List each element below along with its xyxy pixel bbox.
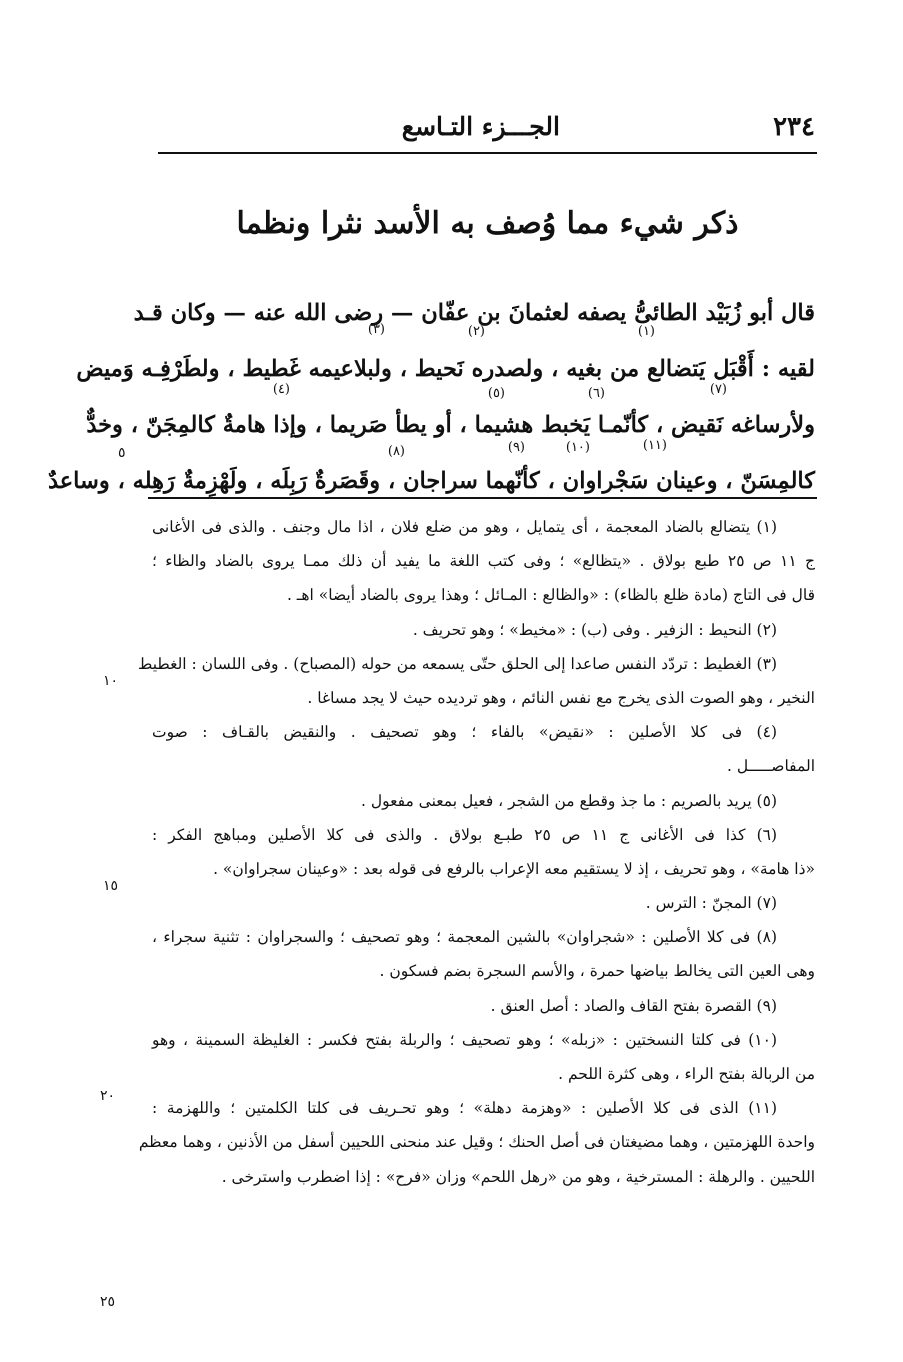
footnote-line: (١٠) فى كلتا النسختين : «زبله» ؛ وهو تصحيف ؛ والربلة بفتح فكسر : الغليظة السمينة ، وهو [152, 1030, 777, 1049]
footnote-line: ج ١١ ص ٢٥ طبع بولاق . «يتظالع» ؛ وفى كتب اللغة ما يفيد أن ذلك ممـا يروى بالضاد والظاء ؛ [152, 552, 816, 571]
footnote-line: (٥) يريد بالصريم : ما جذ وقطع من الشجر ، فعيل بمعنى مفعول . [361, 791, 777, 810]
page-number: ٢٣٤ [773, 112, 815, 142]
footnote-marker: (١١) [642, 438, 667, 453]
footnote-marker: (٨) [387, 444, 405, 459]
footnote-marker: (١٠) [565, 440, 590, 455]
line-number: ١٠ [103, 673, 119, 689]
footnote-line: (١) يتضالع بالضاد المعجمة ، أى يتمايل ، وهو من ضلع فلان ، اذا مال وجنف . والذى فى الأغانى [152, 518, 777, 536]
footnote-line: المفاصـــــل . [726, 757, 815, 776]
body-line: قال أبو زُبَيْد الطائىُّ يصفه لعثمانَ بن عفّان — رضى الله عنه — وكان قـد [133, 300, 815, 326]
body-text [47, 270, 815, 494]
footnote-marker: (٦) [587, 386, 605, 401]
running-header [160, 110, 815, 154]
footnote-rule [148, 497, 817, 499]
footnote-line: قال فى التاج (مادة ظلع بالظاء) : «والظالع : المـائل ؛ وهذا يروى بالضاد أيضا» اهـ . [286, 586, 815, 605]
footnote-line: (٢) النحيط : الزفير . وفى (ب) : «مخيط» ؛ وهو تحريف . [412, 620, 777, 639]
footnotes [137, 510, 816, 1194]
footnote-line: (٤) فى كلا الأصلين : «نقيض» بالفاء ؛ وهو تصحيف . والنقيض بالقـاف : صوت [152, 723, 777, 742]
footnote-line: اللحيين . والرهلة : المسترخية ، وهو من «رهل اللحم» وزان «فرح» : إذا اضطرب واسترخى . [221, 1167, 815, 1186]
footnote-line: (١١) الذى فى كلا الأصلين : «وهزمة دهلة» ؛ وهو تحـريف فى كلتا الكلمتين ؛ واللهزمة : [152, 1099, 777, 1118]
body-line: (١١) (١٠) (٩) (٨) كالمِسَنّ ، وعينان سَجْراوان ، كأنّهما سراجان ، وقَصَرةٌ رَبِلَه ، ولَهْزِمةٌ رَهِله ، وساعدٌ [47, 438, 815, 494]
footnote-marker: (٤) [272, 382, 290, 397]
footnote-marker: (٧) [709, 382, 727, 397]
footnote-line: (٩) القصرة بفتح القاف والصاد : أصل العنق . [490, 996, 777, 1015]
running-title: الجـــزء التـاسع [401, 112, 560, 141]
line-number: ٥ [118, 445, 126, 461]
footnote-line: النخير ، وهو الصوت الذى يخرج مع نفس النائم ، وهو ترديده حيث لا يجد مساغا . [307, 688, 815, 707]
footnote-marker: (٥) [487, 386, 505, 401]
footnote-line: (٨) فى كلا الأصلين : «شجراوان» بالشين المعجمة ؛ وهو تصحيف ؛ والسجراوان : تثنية سجراء ، [152, 928, 777, 947]
section-title: ذكر شيء مما وُصف به الأسد نثرا ونظما [236, 206, 739, 241]
footnote-marker: (١) [637, 324, 655, 339]
body-line: (٧) (٦) (٥) (٤) ولأرساغه نَقيض ، كأنّمـا يَخبط هشيما ، أو يطأ صَريما ، وإذا هامةٌ كالمِجَنّ ، وخدٌّ [86, 382, 815, 438]
body-line: (٣) (٢) (١) لقيه : أَقْبَل يَتضالع من بغيه ، ولصدره نَحيط ، ولبلاعيمه غَطيط ، ولطَرْفِـه وَميض [76, 322, 815, 382]
line-number: ٢٥ [100, 1294, 116, 1310]
footnote-marker: (٩) [507, 440, 525, 455]
footnote-line: واحدة اللهزمتين ، وهما مضيغتان فى أصل الحنك ؛ وقيل عند منحنى اللحيين أسفل من الأذنين ، وهما معظم [138, 1133, 815, 1152]
line-number: ٢٠ [100, 1088, 116, 1104]
line-number: ١٥ [103, 878, 119, 894]
footnote-line: (٣) الغطيط : تردّد النفس صاعدا إلى الحلق حتّى يسمعه من حوله (المصباح) . وفى اللسان : الغطيط [137, 654, 777, 673]
footnote-marker: (٣) [367, 322, 385, 337]
footnote-line: «ذا هامة» ، وهو تحريف ، إذ لا يستقيم معه الإعراب بالرفع فى قوله بعد : «وعينان سجراوان» . [213, 859, 815, 878]
footnote-line: من الربالة بفتح الراء ، وهى كثرة اللحم . [558, 1065, 815, 1083]
footnote-line: وهى العين التى يخالط بياضها حمرة ، والأسم السجرة بضم فسكون . [379, 962, 815, 981]
footnote-line: (٧) المجنّ : الترس . [645, 894, 777, 913]
footnote-marker: (٢) [467, 324, 485, 339]
footnote-line: (٦) كذا فى الأغانى ج ١١ ص ٢٥ طبـع بولاق . والذى فى كلا الأصلين ومباهج الفكر : [152, 825, 778, 844]
header-rule [158, 152, 817, 154]
